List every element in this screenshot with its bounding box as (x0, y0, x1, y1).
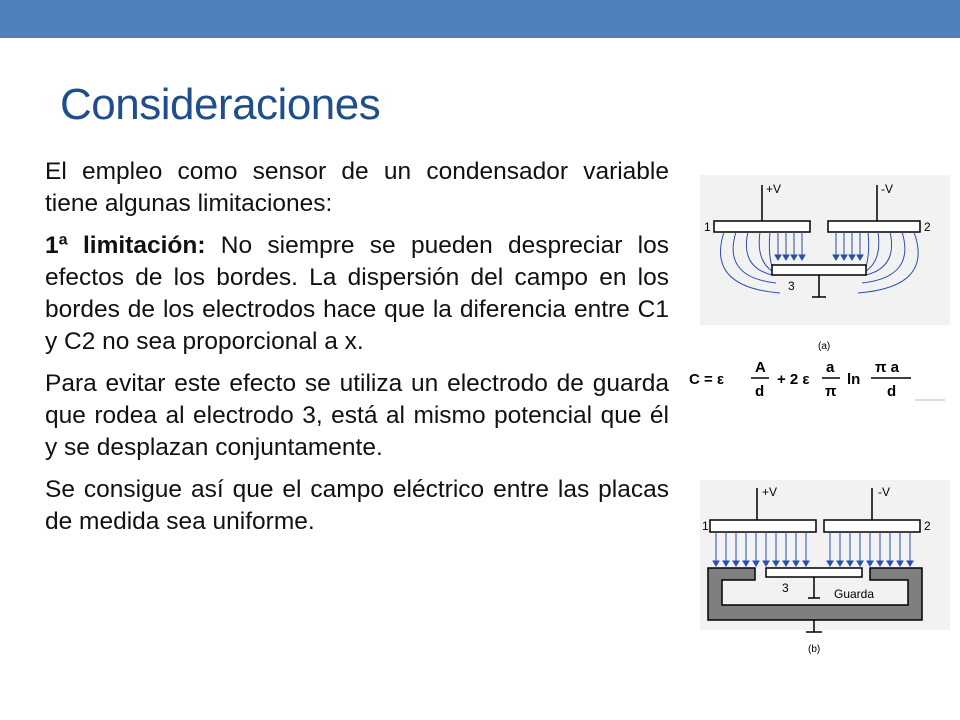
formula-lhs: C = ε (689, 371, 725, 388)
plus-v-label: +V (766, 182, 782, 196)
figure-b-guard-electrode (700, 480, 950, 660)
fraction-1-numerator: A (755, 359, 766, 376)
paragraph-intro: El empleo como sensor de un condensador variable tiene algunas limitaciones: (45, 158, 669, 217)
formula-svg (685, 352, 955, 404)
fraction-2-numerator: a (826, 359, 835, 376)
electrode-3-b (766, 568, 862, 577)
limitation-text: No siempre se pueden despreciar los efectos de los bordes. La dispersión del campo en los bordes de los electrodos hace que la diferencia entre C1 y C2 no sea proporcional a x. (45, 232, 670, 355)
minus-v-label-b: -V (878, 485, 890, 499)
guard-label: Guarda (834, 587, 875, 601)
paragraph-result: Se consigue así que el campo eléctrico entre las placas de medida sea uniforme. (45, 476, 669, 535)
fraction-3-numerator: π a (875, 359, 899, 376)
limitation-heading: 1ª limitación: (45, 232, 206, 259)
capacitance-formula (685, 352, 955, 404)
paragraph-limitation (45, 230, 669, 358)
electrode-2-label: 2 (924, 220, 931, 234)
fraction-1-denominator: d (755, 383, 765, 400)
top-accent-bar (0, 0, 960, 38)
plus-v-label-b: +V (762, 485, 778, 499)
fraction-2-denominator: π (825, 383, 837, 400)
electrode-3 (772, 265, 866, 275)
figure-b-diagram (700, 480, 950, 660)
formula-plus-term: + 2 ε (777, 371, 810, 388)
electrode-1 (714, 221, 810, 232)
electrode-2 (828, 221, 920, 232)
electrode-2-b (824, 520, 920, 532)
electrode-3-label-b: 3 (782, 581, 789, 595)
figure-b-caption: (b) (808, 644, 821, 655)
figure-a-fringe-field (700, 175, 950, 355)
paragraph-guard-solution: Para evitar este efecto se utiliza un electrodo de guarda que rodea al electrodo 3, está al mismo potencial que él y se desplazan conjuntamente. (45, 370, 669, 461)
figure-a-caption: (a) (818, 341, 831, 352)
electrode-2-label-b: 2 (924, 519, 931, 533)
figure-a-diagram (700, 175, 950, 355)
slide-body (45, 156, 669, 548)
electrode-1-label: 1 (704, 220, 711, 234)
fraction-3-denominator: d (887, 383, 897, 400)
electrode-1-b (710, 520, 816, 532)
minus-v-label: -V (881, 182, 893, 196)
formula-ln: ln (847, 371, 861, 388)
electrode-1-label-b: 1 (702, 519, 709, 533)
figure-a-background (700, 175, 950, 325)
slide-title: Consideraciones (60, 80, 381, 129)
electrode-3-label: 3 (788, 279, 795, 293)
